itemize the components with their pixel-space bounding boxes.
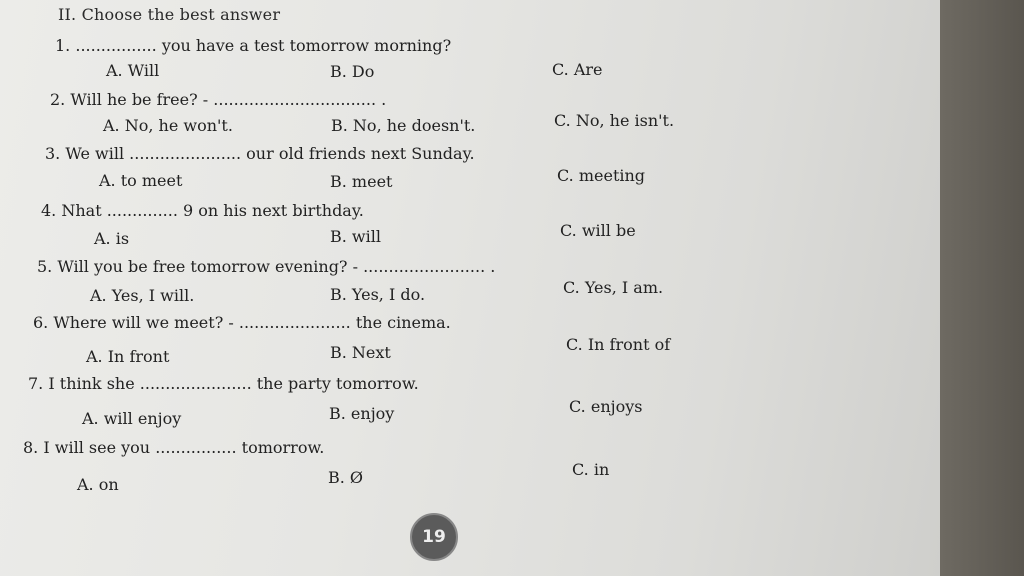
q4-option-c: C. will be	[560, 221, 636, 240]
question-4: 4. Nhat .............. 9 on his next birthday.	[41, 201, 364, 220]
section-heading: II. Choose the best answer	[58, 5, 281, 24]
q5-option-a: A. Yes, I will.	[90, 286, 195, 305]
background-surface	[940, 0, 1024, 576]
q5-option-c: C. Yes, I am.	[563, 278, 664, 297]
q5-option-b: B. Yes, I do.	[330, 285, 426, 304]
q1-option-b: B. Do	[330, 62, 375, 81]
q7-option-b: B. enjoy	[329, 404, 395, 423]
question-2: 2. Will he be free? - ................................ .	[50, 90, 387, 109]
q8-option-b: B. Ø	[328, 468, 364, 487]
q2-option-c: C. No, he isn't.	[554, 111, 675, 130]
q7-option-a: A. will enjoy	[82, 409, 182, 428]
q1-option-a: A. Will	[106, 61, 160, 80]
question-5: 5. Will you be free tomorrow evening? - ........................ .	[37, 257, 496, 276]
q3-option-c: C. meeting	[557, 166, 646, 185]
q6-option-c: C. In front of	[566, 335, 671, 354]
page-number-badge: 19	[410, 513, 458, 561]
q1-option-c: C. Are	[552, 60, 603, 79]
q8-option-a: A. on	[77, 475, 119, 494]
question-1: 1. ................ you have a test tomorrow morning?	[55, 36, 452, 55]
q2-option-b: B. No, he doesn't.	[331, 116, 476, 135]
q4-option-a: A. is	[94, 229, 130, 248]
question-8: 8. I will see you ................ tomorrow.	[23, 438, 325, 457]
q2-option-a: A. No, he won't.	[103, 116, 233, 135]
question-6: 6. Where will we meet? - ...................... the cinema.	[33, 313, 451, 332]
q8-option-c: C. in	[572, 460, 610, 479]
question-7: 7. I think she ...................... the party tomorrow.	[28, 374, 419, 393]
q4-option-b: B. will	[330, 227, 381, 246]
q6-option-a: A. In front	[86, 347, 170, 366]
q6-option-b: B. Next	[330, 343, 391, 362]
question-3: 3. We will ...................... our old friends next Sunday.	[45, 144, 475, 163]
q7-option-c: C. enjoys	[569, 397, 643, 416]
q3-option-b: B. meet	[330, 172, 393, 191]
q3-option-a: A. to meet	[99, 171, 183, 190]
